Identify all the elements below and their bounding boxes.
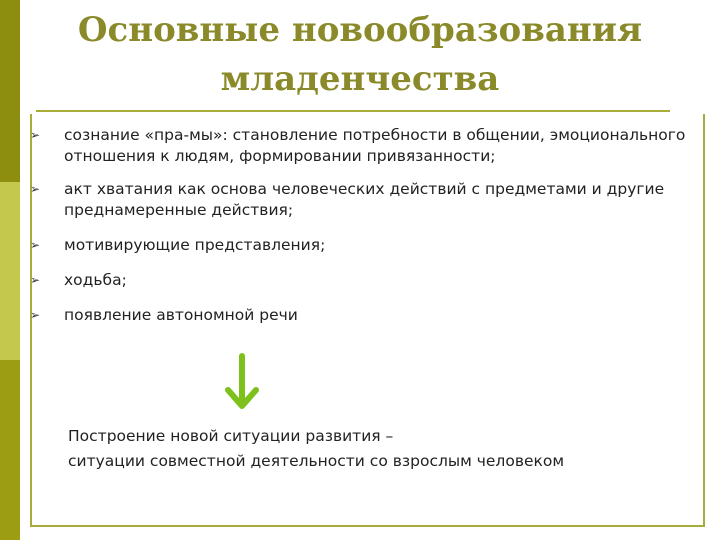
slide-title — [40, 6, 680, 104]
conclusion-line-1: Построение новой ситуации развития – — [68, 427, 394, 445]
arrow-bullet-icon: ➢ — [30, 308, 41, 322]
left-stripe-middle — [0, 182, 20, 360]
title-line-2: младенчества — [220, 59, 500, 99]
list-item-text: сознание «пра-мы»: становление потребности в общении, эмоционального отношения к людям, формировании привязанности; — [64, 126, 686, 165]
conclusion-line-2: ситуации совместной деятельности со взрослым человеком — [68, 452, 565, 470]
list-item-text: мотивирующие представления; — [64, 236, 326, 254]
arrow-bullet-icon: ➢ — [30, 182, 41, 196]
title-line-1: Основные новообразования — [77, 10, 643, 50]
list-item — [30, 270, 690, 291]
list-item-text: акт хватания как основа человеческих действий с предметами и другие преднамеренные действия; — [64, 180, 665, 219]
title-divider — [36, 110, 670, 112]
bullet-list — [30, 125, 690, 326]
list-item — [30, 179, 690, 221]
list-item — [30, 235, 690, 256]
conclusion-text — [68, 424, 688, 474]
down-arrow-icon — [222, 352, 262, 412]
left-stripe-bottom — [0, 360, 20, 540]
list-item — [30, 305, 690, 326]
arrow-bullet-icon: ➢ — [30, 238, 41, 252]
list-item — [30, 125, 690, 167]
arrow-bullet-icon: ➢ — [30, 128, 41, 142]
arrow-bullet-icon: ➢ — [30, 273, 41, 287]
list-item-text: появление автономной речи — [64, 306, 298, 324]
left-stripe-top — [0, 0, 20, 182]
list-item-text: ходьба; — [64, 271, 127, 289]
